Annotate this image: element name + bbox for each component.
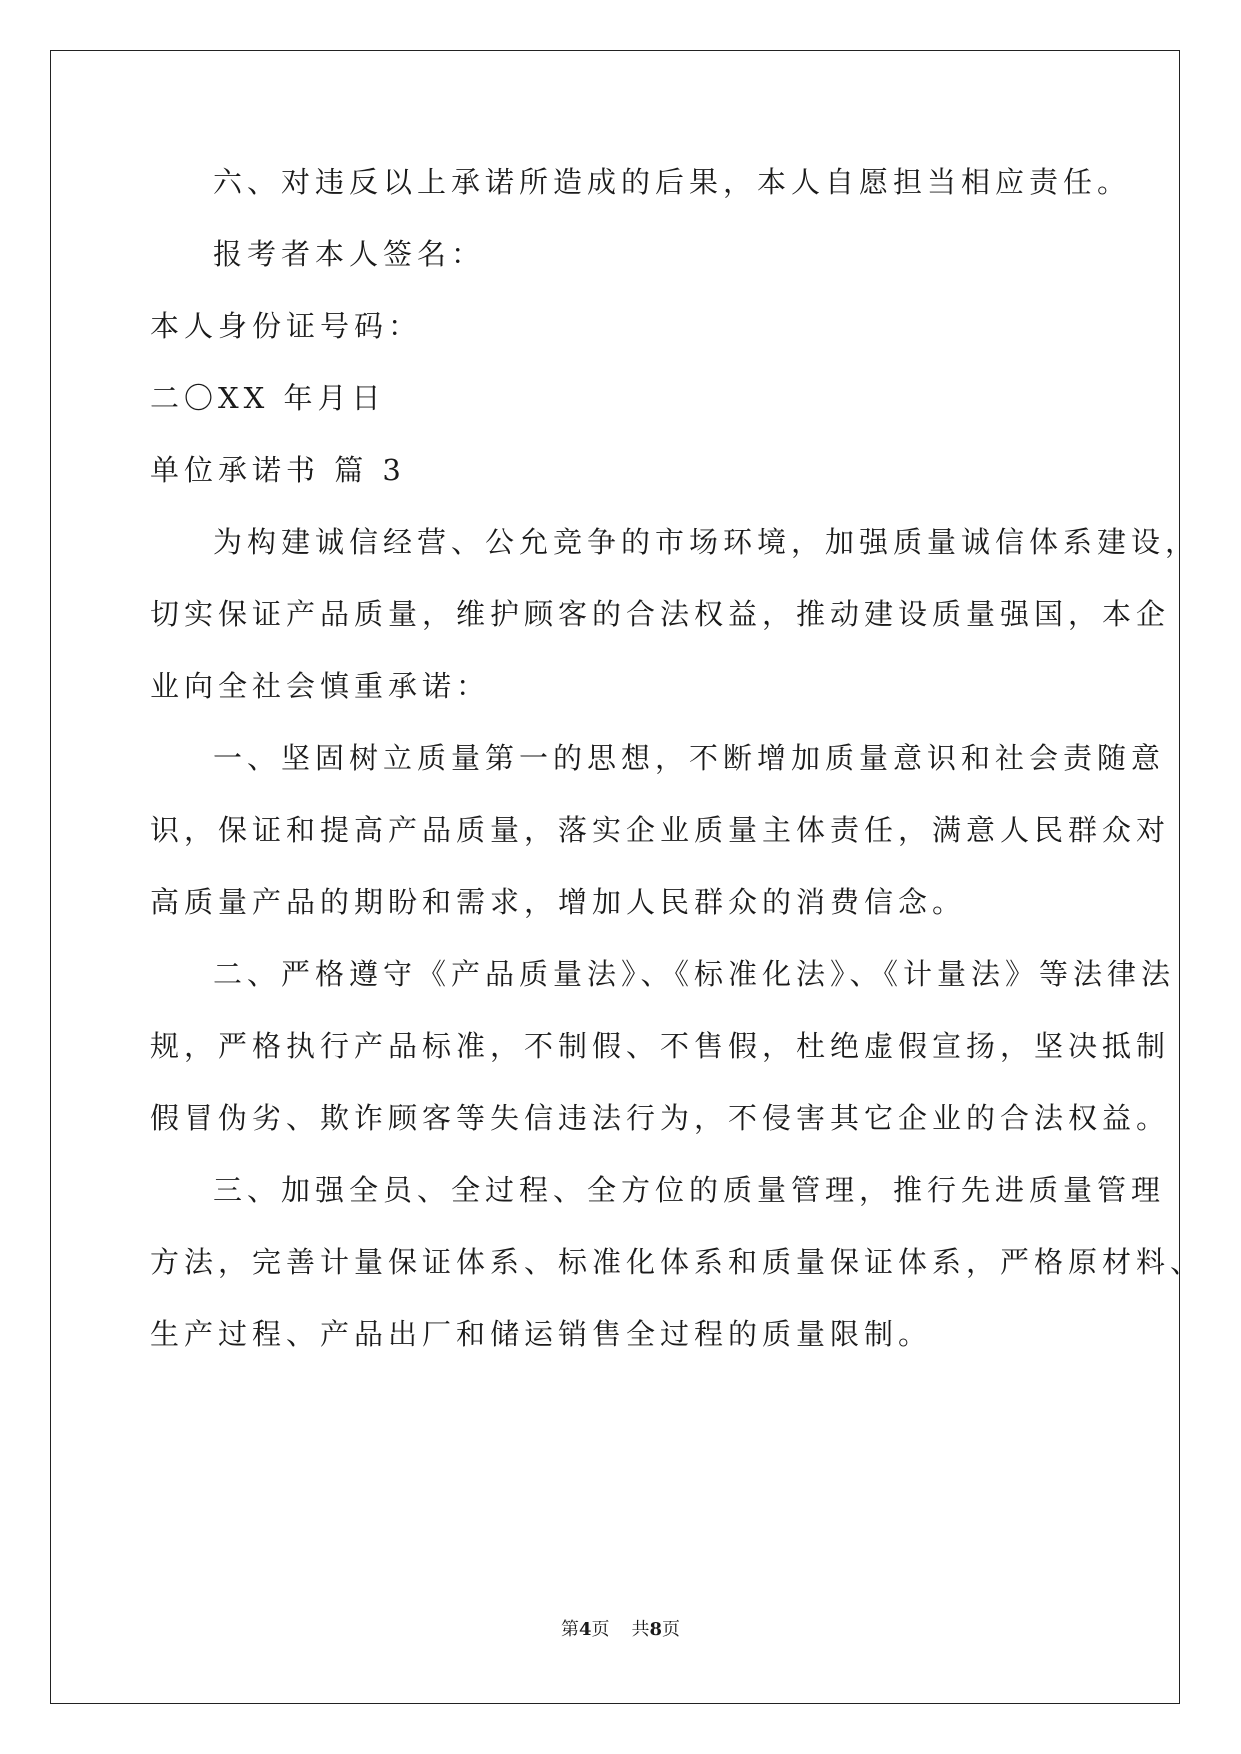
paragraph-line: 六、对违反以上承诺所造成的后果，本人自愿担当相应责任。 [213, 165, 1132, 199]
paragraph-line: 高质量产品的期盼和需求，增加人民群众的消费信念。 [150, 885, 967, 919]
total-prefix: 共 [631, 1619, 650, 1640]
total-suffix: 页 [662, 1619, 681, 1640]
paragraph-line: 一、坚固树立质量第一的思想，不断增加质量意识和社会责随意 [213, 741, 1166, 775]
page-current: 4 [578, 1619, 592, 1640]
page-total: 8 [649, 1619, 663, 1640]
page-border [50, 50, 1205, 1704]
page-suffix: 页 [591, 1619, 610, 1640]
paragraph-line: 业向全社会慎重承诺： [150, 669, 491, 703]
paragraph-line: 报考者本人签名： [213, 237, 486, 271]
date-line: 二〇XX 年月日 [150, 381, 386, 415]
section-heading: 单位承诺书 篇 3 [150, 453, 406, 487]
paragraph-line: 二、严格遵守《产品质量法》、《标准化法》、《计量法》等法律法 [213, 957, 1176, 991]
paragraph-line: 切实保证产品质量，维护顾客的合法权益，推动建设质量强国，本企 [150, 597, 1171, 631]
paragraph-line: 本人身份证号码： [150, 309, 423, 343]
paragraph-line: 识，保证和提高产品质量，落实企业质量主体责任，满意人民群众对 [150, 813, 1171, 847]
paragraph-line: 为构建诚信经营、公允竞争的市场环境，加强质量诚信体系建设， [213, 525, 1200, 559]
page-footer [0, 1615, 1241, 1641]
paragraph-line: 方法，完善计量保证体系、标准化体系和质量保证体系，严格原材料、 [150, 1245, 1205, 1279]
paragraph-line: 假冒伪劣、欺诈顾客等失信违法行为，不侵害其它企业的合法权益。 [150, 1101, 1171, 1135]
page-prefix: 第 [560, 1619, 579, 1640]
paragraph-line: 规，严格执行产品标准，不制假、不售假，杜绝虚假宣扬，坚决抵制 [150, 1029, 1171, 1063]
paragraph-line: 三、加强全员、全过程、全方位的质量管理，推行先进质量管理 [213, 1173, 1166, 1207]
paragraph-line: 生产过程、产品出厂和储运销售全过程的质量限制。 [150, 1317, 933, 1351]
